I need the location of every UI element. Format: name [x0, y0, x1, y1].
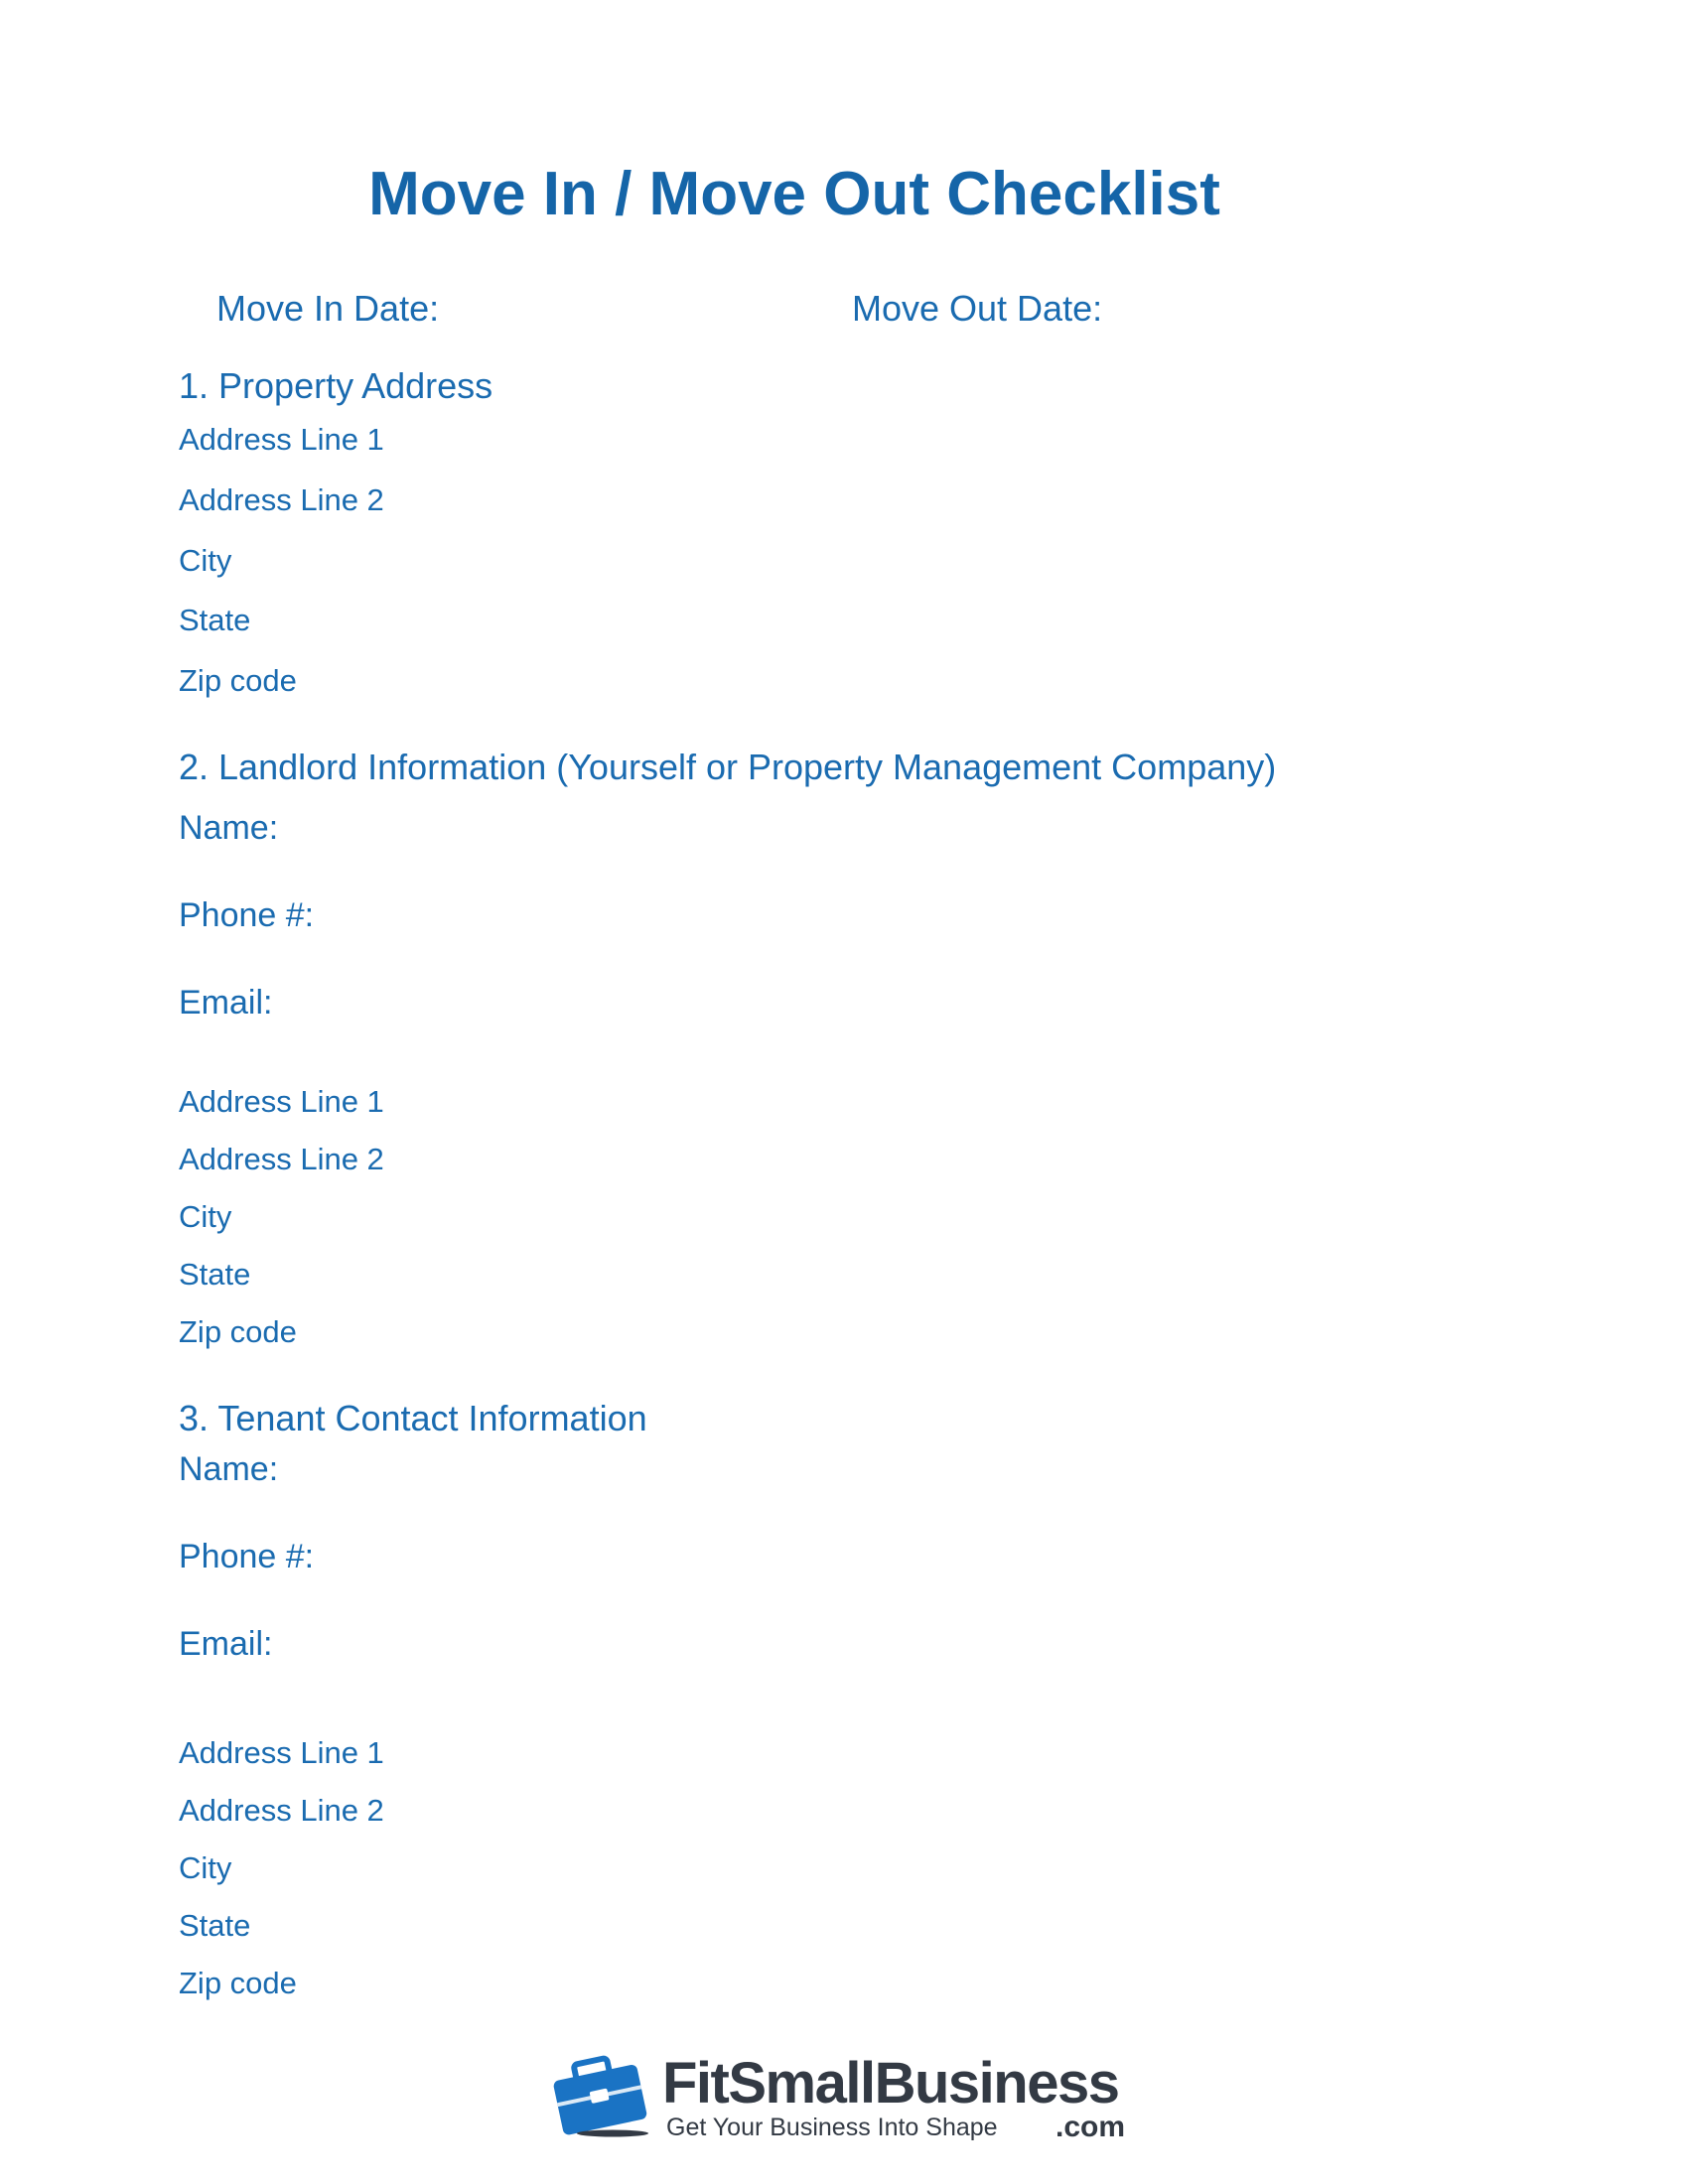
field-landlord-address-line-1: Address Line 1: [179, 1084, 384, 1119]
logo-brand-text: FitSmallBusiness: [662, 2051, 1119, 2116]
section-heading-property-address: 1. Property Address: [179, 365, 493, 406]
field-tenant-address-line-2: Address Line 2: [179, 1793, 384, 1828]
page-title: Move In / Move Out Checklist: [368, 160, 1220, 228]
field-state: State: [179, 603, 251, 637]
field-landlord-address-line-2: Address Line 2: [179, 1142, 384, 1176]
field-tenant-name: Name:: [179, 1450, 279, 1488]
field-landlord-email: Email:: [179, 984, 273, 1022]
field-tenant-zip-code: Zip code: [179, 1966, 297, 2000]
field-address-line-1: Address Line 1: [179, 422, 384, 457]
logo-tagline: Get Your Business Into Shape: [666, 2114, 998, 2141]
move-out-date-label: Move Out Date:: [852, 288, 1103, 329]
field-zip-code: Zip code: [179, 663, 297, 698]
field-tenant-phone: Phone #:: [179, 1538, 315, 1575]
field-tenant-state: State: [179, 1908, 251, 1943]
section-heading-landlord-information: 2. Landlord Information (Yourself or Property Management Company): [179, 747, 1277, 787]
briefcase-icon: [551, 2050, 650, 2139]
logo-dotcom: .com: [1055, 2111, 1126, 2143]
section-heading-tenant-contact-information: 3. Tenant Contact Information: [179, 1398, 647, 1438]
field-city: City: [179, 543, 232, 578]
field-tenant-email: Email:: [179, 1625, 273, 1663]
field-tenant-address-line-1: Address Line 1: [179, 1735, 384, 1770]
field-tenant-city: City: [179, 1850, 232, 1885]
field-address-line-2: Address Line 2: [179, 482, 384, 517]
field-landlord-name: Name:: [179, 809, 279, 847]
move-in-date-label: Move In Date:: [216, 288, 440, 329]
field-landlord-city: City: [179, 1199, 232, 1234]
field-landlord-zip-code: Zip code: [179, 1314, 297, 1349]
fitsmallbusiness-logo: [551, 2050, 1147, 2149]
field-landlord-phone: Phone #:: [179, 896, 315, 934]
field-landlord-state: State: [179, 1257, 251, 1292]
